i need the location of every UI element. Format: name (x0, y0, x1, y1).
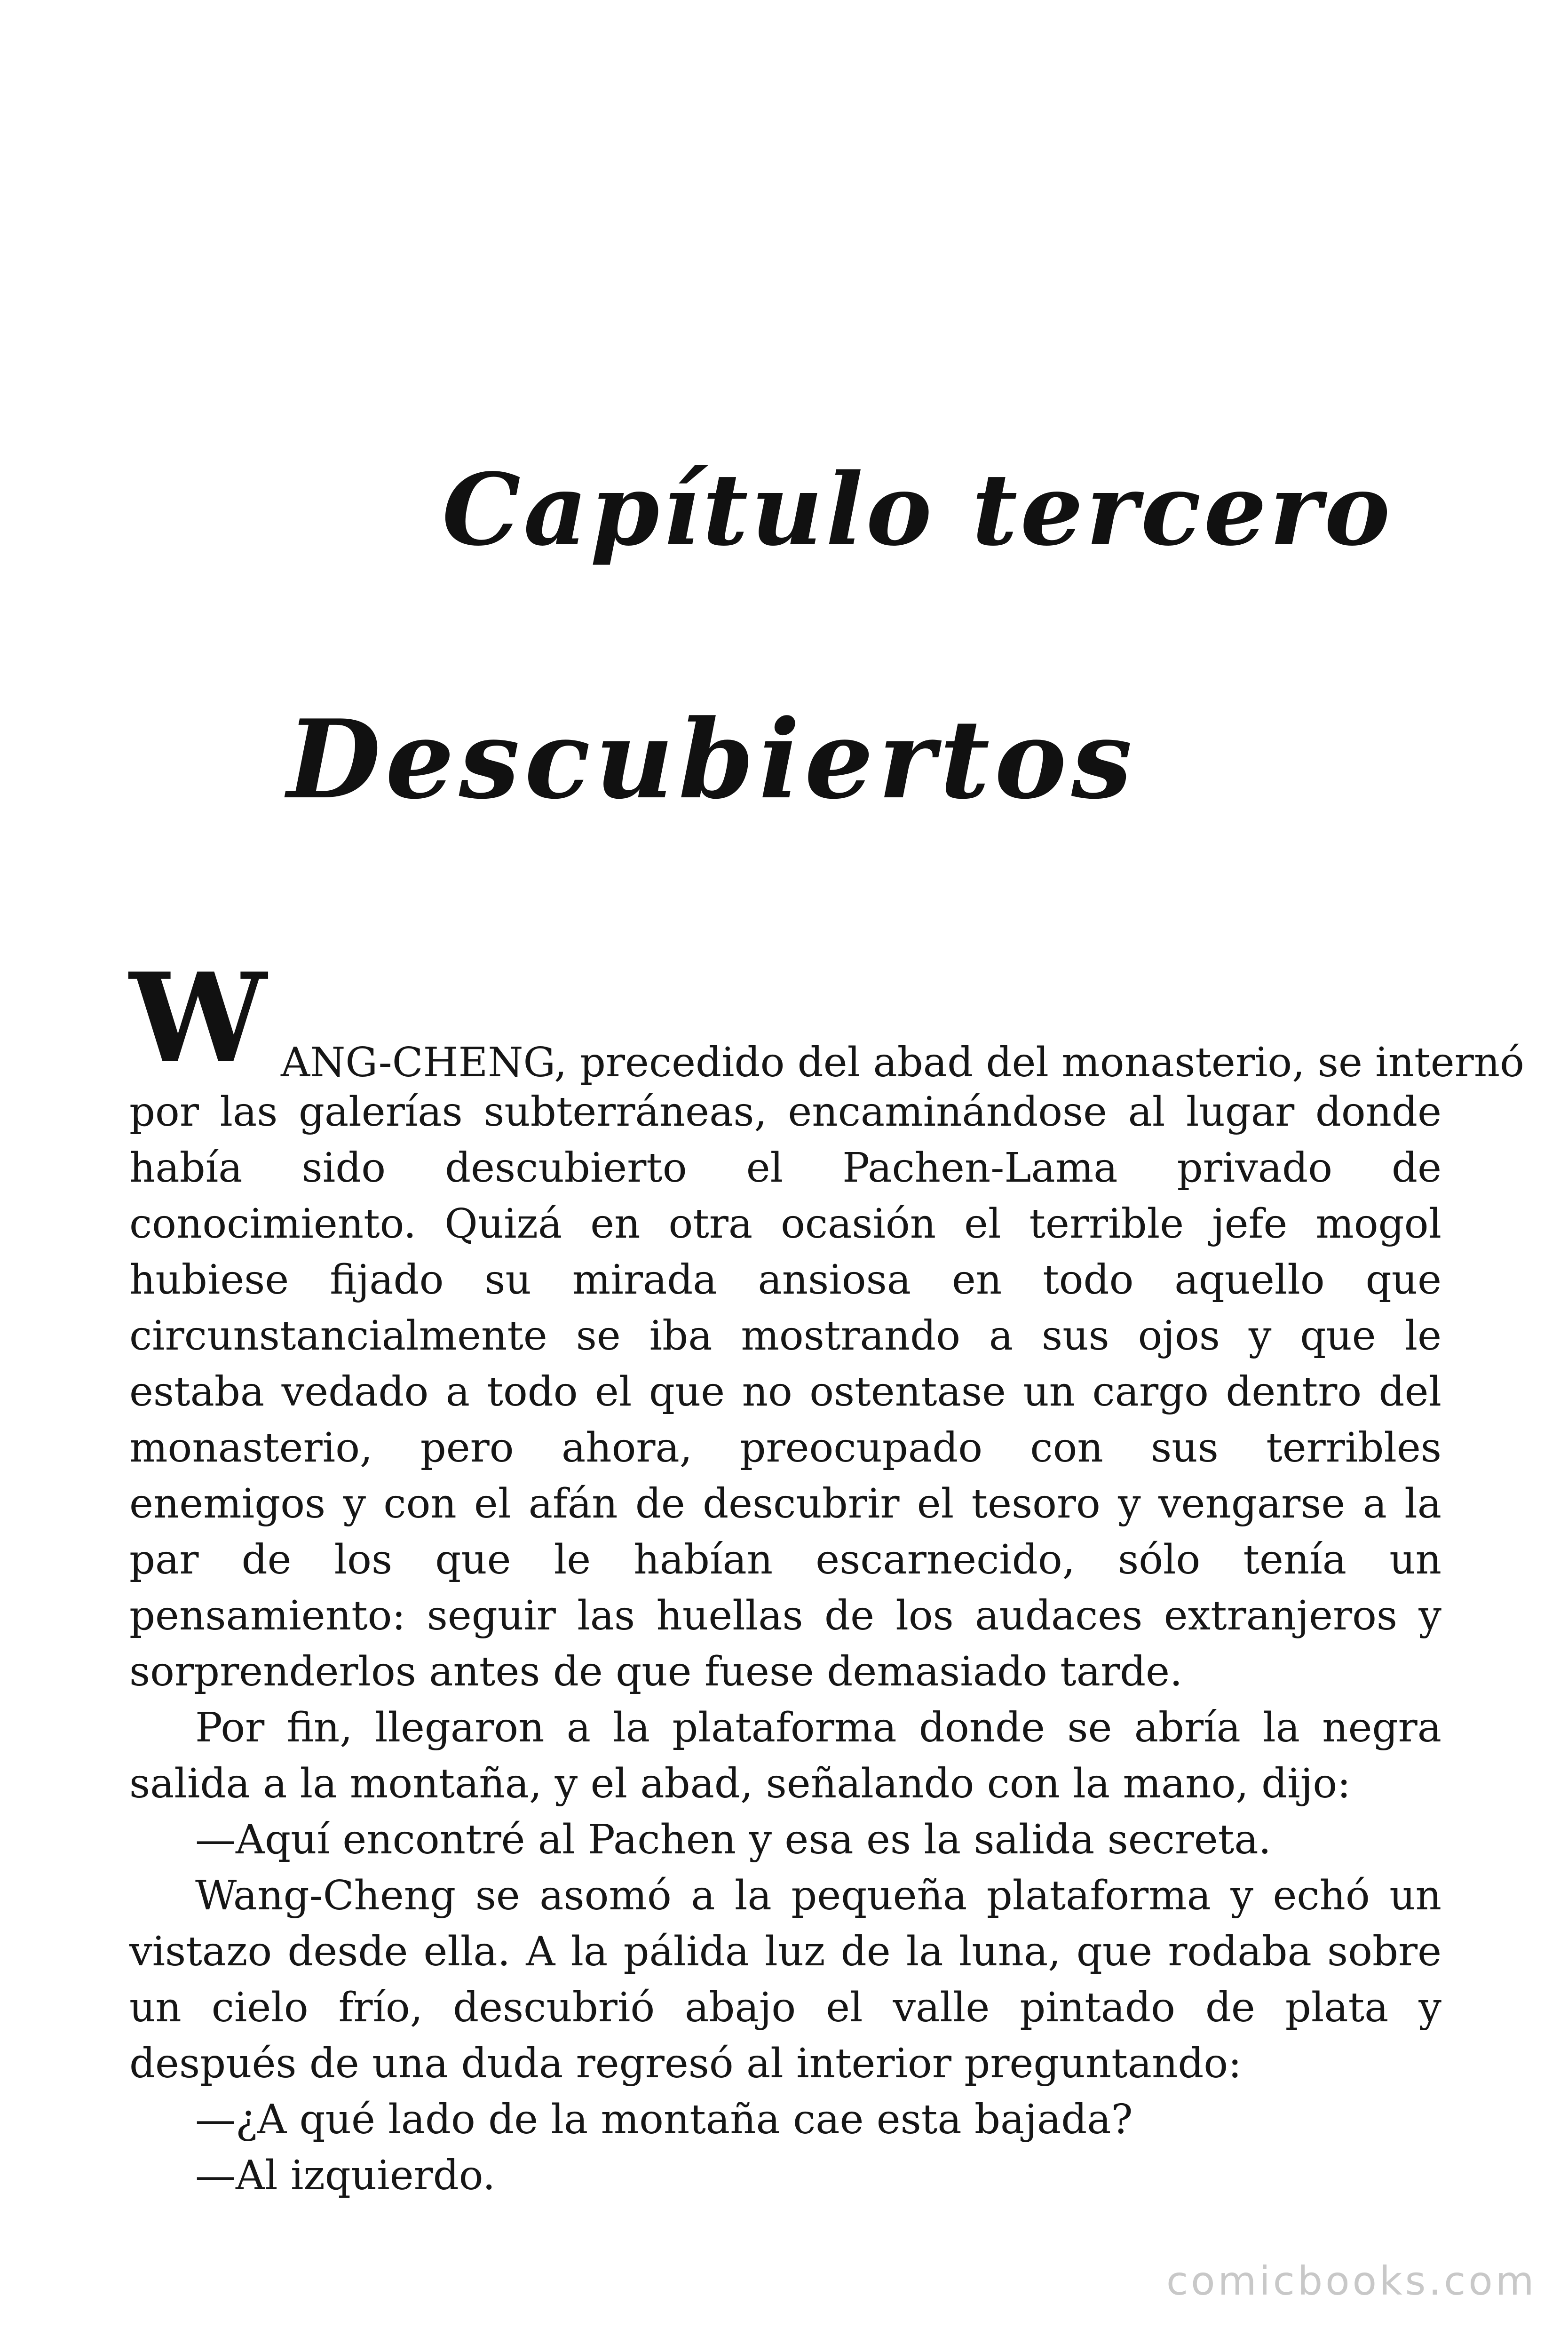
first-line: ANG-CHENG, precedido del abad del monasterio, se internó (281, 1039, 1524, 1086)
chapter-label: Capítulo tercero (442, 452, 1393, 568)
dialogue-line-1: —Aquí encontré al Pachen y esa es la salida secreta. (195, 1816, 1271, 1863)
chapter-body (129, 946, 1524, 2204)
watermark: comicbooks.com (1166, 2258, 1537, 2304)
drop-cap: W (129, 946, 262, 1090)
paragraph-2: Por fin, llegaron a la plataforma donde se abría la negra salida a la montaña, y el abad, señalando con la mano, dijo: (129, 1704, 1441, 1807)
paragraph-1-continuation: por las galerías subterráneas, encaminándose al lugar donde había sido descubierto el Pachen-Lama privado de conocimiento. Quizá en otra ocasión el terrible jefe mogol hubiese fijado su mirada ansiosa en todo aquello que circunstancialmente se iba mostrando a sus ojos y que le estaba vedado a todo el que no ostentase un cargo dentro del monasterio, pero ahora, preocupado con sus terribles enemigos y con el afán de descubrir el tesoro y vengarse a la par de los que le habían escarnecido, sólo tenía un pensamiento: seguir las huellas de los audaces extranjeros y sorprenderlos antes de que fuese demasiado tarde. (129, 1089, 1441, 1695)
paragraph-4: Wang-Cheng se asomó a la pequeña plataforma y echó un vistazo desde ella. A la pálida luz de la luna, que rodaba sobre un cielo frío, descubrió abajo el valle pintado de plata y después de una duda regresó al interior preguntando: (129, 1872, 1441, 2087)
dialogue-line-2: —¿A qué lado de la montaña cae esta bajada? (195, 2096, 1133, 2143)
dialogue-line-3: —Al izquierdo. (195, 2152, 496, 2199)
chapter-title: Descubiertos (287, 696, 1137, 823)
